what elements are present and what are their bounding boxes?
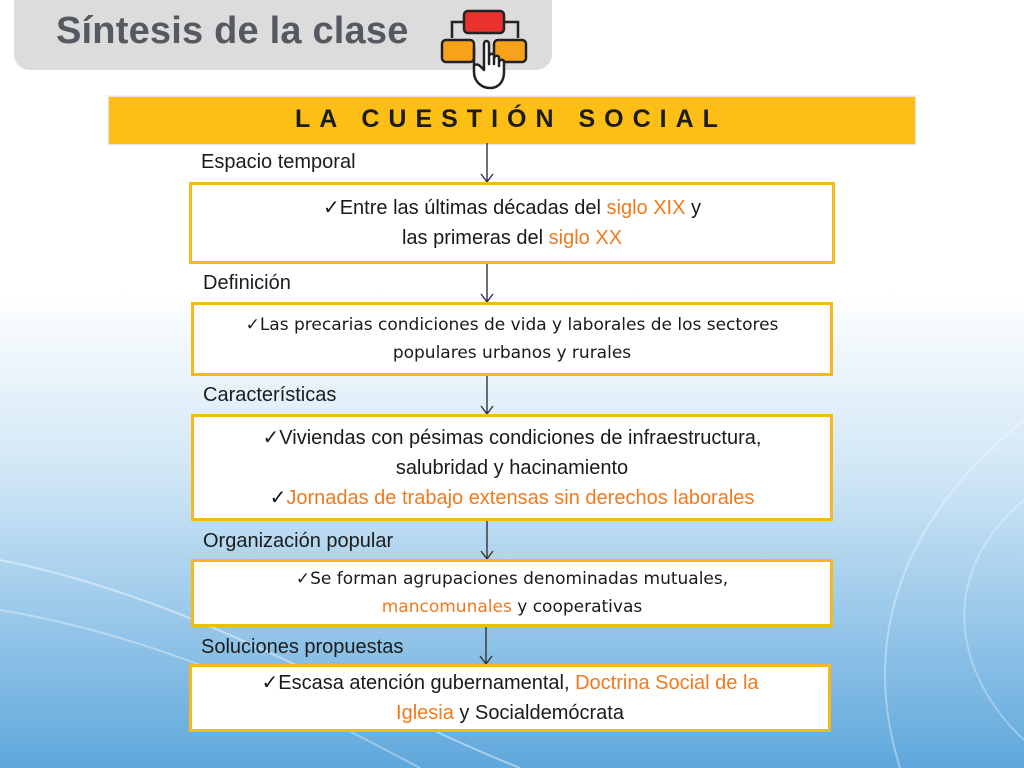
highlight-text: Iglesia xyxy=(396,702,454,724)
box-text: ✓Viviendas con pésimas condiciones de infraestructura, xyxy=(262,426,762,449)
box-definicion xyxy=(191,302,833,376)
topic-banner xyxy=(108,96,916,145)
page-title: Síntesis de la clase xyxy=(56,10,409,52)
banner-title: LA CUESTIÓN SOCIAL xyxy=(295,105,727,133)
box-espacio-temporal xyxy=(189,182,835,264)
label-espacio-temporal: Espacio temporal xyxy=(201,151,356,173)
box-text: y Socialdemócrata xyxy=(453,702,624,724)
highlight-text: siglo XX xyxy=(548,227,623,249)
box-text: las primeras del xyxy=(401,227,549,249)
box-text: ✓Las precarias condiciones de vida y laborales de los sectores xyxy=(245,315,779,335)
box-text: populares urbanos y rurales xyxy=(392,343,632,363)
highlight-text: Jornadas de trabajo extensas sin derechos laborales xyxy=(286,486,755,509)
highlight-text: siglo XIX xyxy=(606,197,686,219)
label-definicion: Definición xyxy=(203,272,291,294)
label-organizacion-popular: Organización popular xyxy=(203,530,394,552)
box-text: salubridad y hacinamiento xyxy=(395,456,629,479)
box-caracteristicas xyxy=(191,414,833,521)
box-text: y xyxy=(685,197,702,219)
highlight-text: mancomunales xyxy=(381,597,512,617)
box-text: ✓Escasa atención gubernamental, xyxy=(261,672,576,694)
box-text: y cooperativas xyxy=(511,597,643,617)
box-organizacion-popular xyxy=(191,559,833,627)
checkmark-icon: ✓ xyxy=(269,486,287,509)
box-soluciones-propuestas xyxy=(189,664,831,732)
box-text: ✓Se forman agrupaciones denominadas mutuales, xyxy=(295,569,729,589)
highlight-text: Doctrina Social de la xyxy=(575,672,759,694)
box-text: ✓Entre las últimas décadas del xyxy=(322,197,607,219)
flowchart-hand-icon xyxy=(440,8,530,94)
label-caracteristicas: Características xyxy=(203,384,337,406)
label-soluciones-propuestas: Soluciones propuestas xyxy=(201,636,404,658)
